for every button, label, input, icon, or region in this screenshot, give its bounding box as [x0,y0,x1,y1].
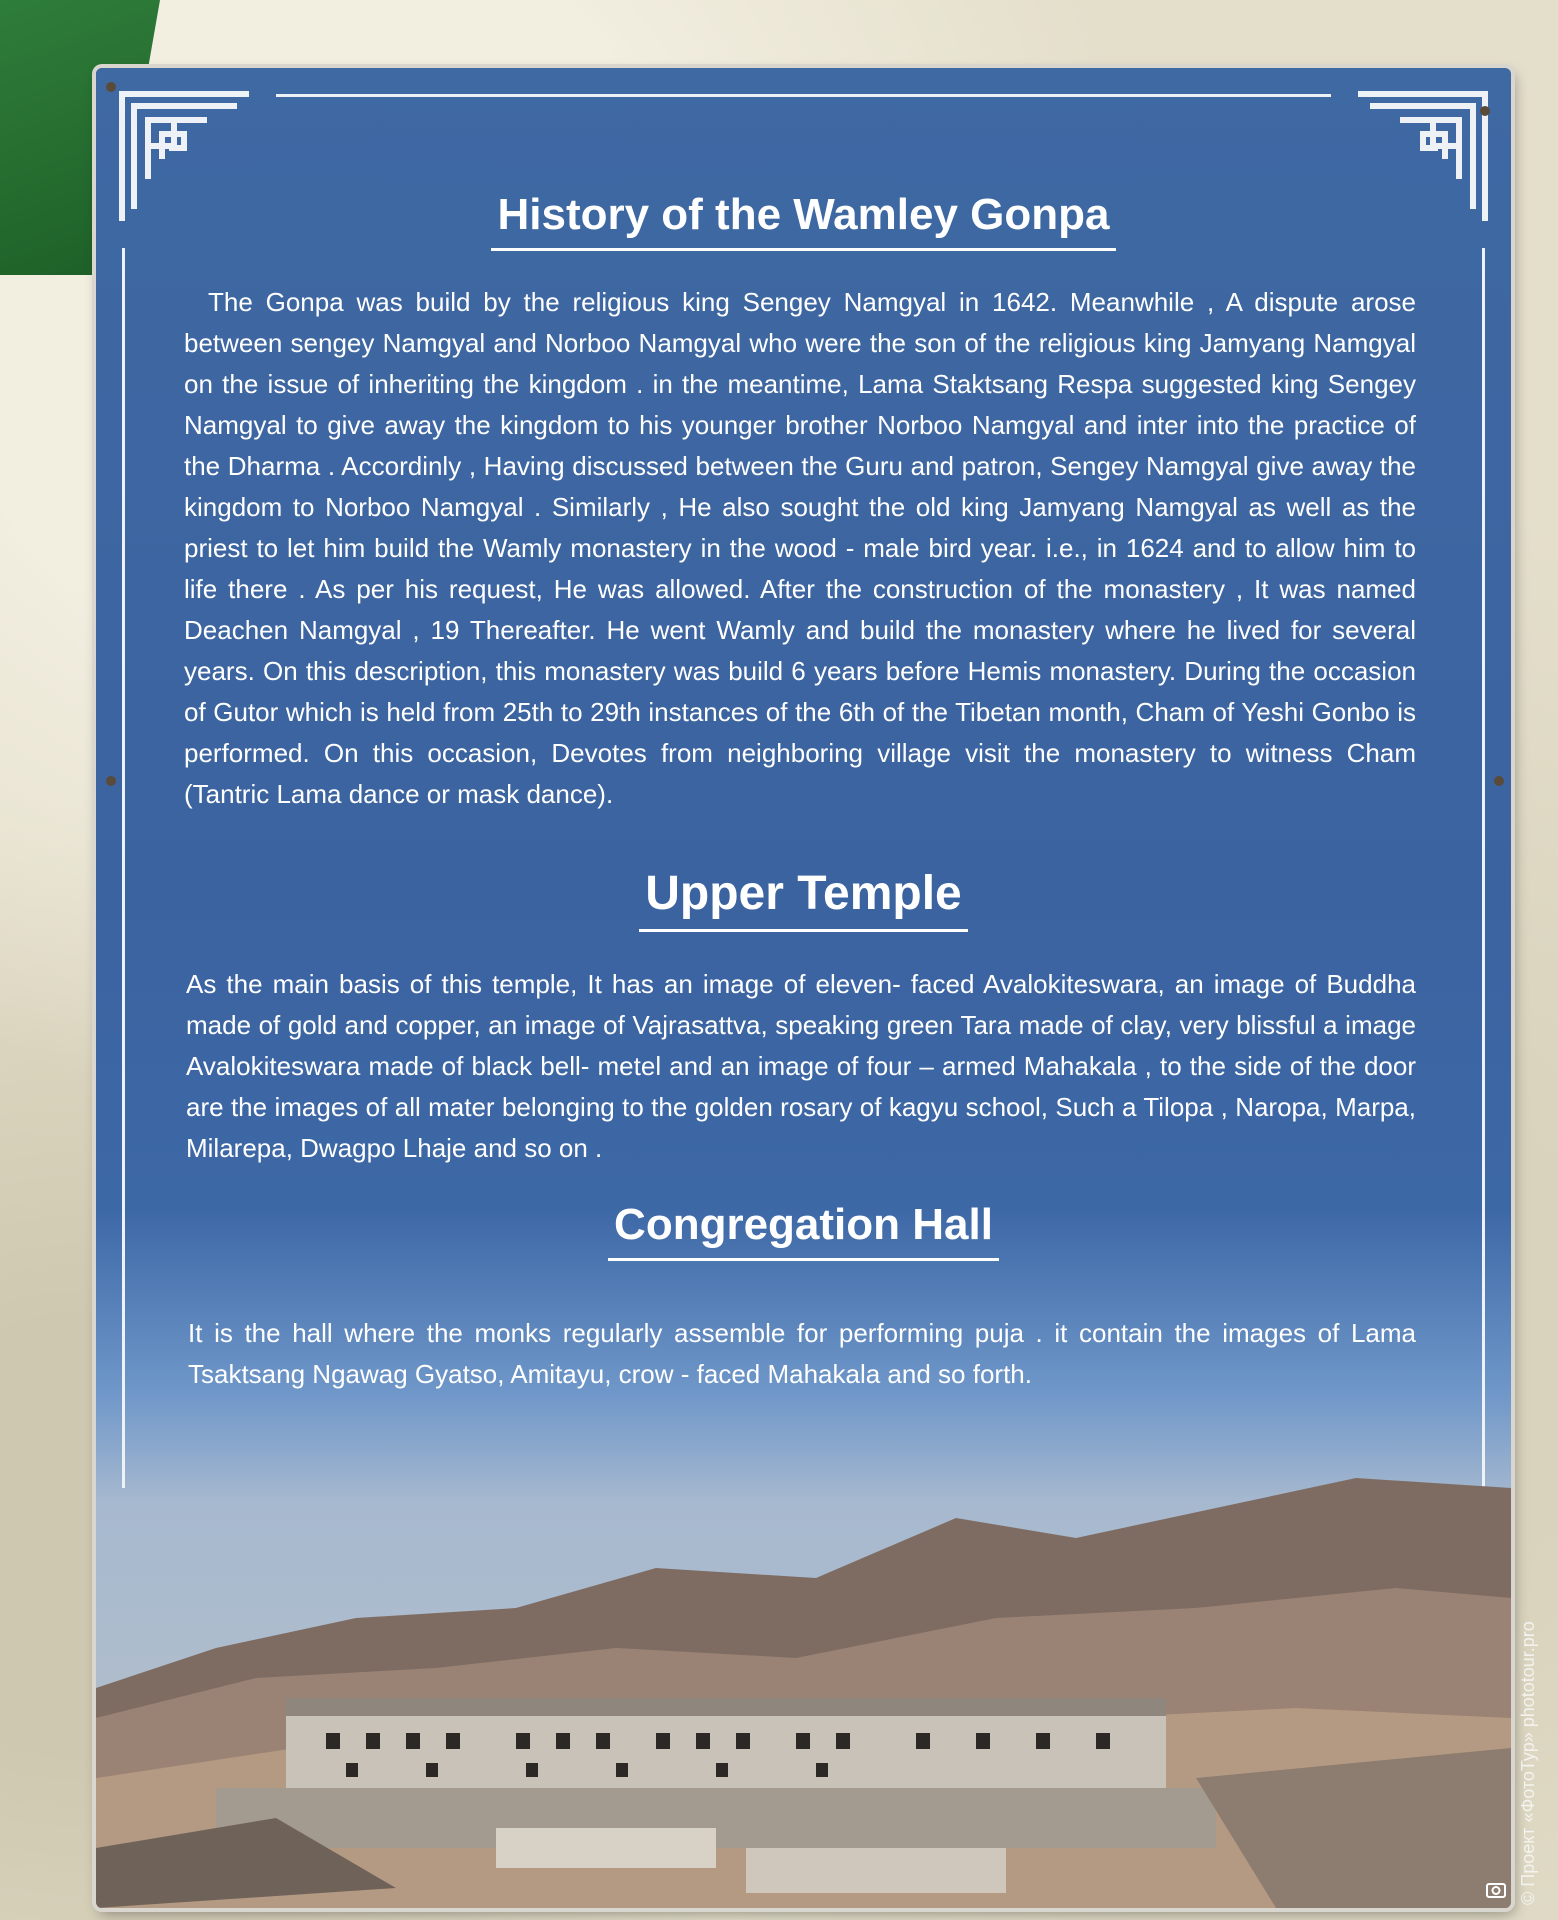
congregation-hall-heading: Congregation Hall [96,1200,1511,1261]
upper-temple-heading: Upper Temple [96,866,1511,932]
photo-watermark: © Проект «ФотоТур» phototour.pro [1518,1621,1538,1905]
screw [1480,106,1490,116]
screw [1494,776,1504,786]
history-paragraph: The Gonpa was build by the religious king Sengey Namgyal in 1642. Meanwhile , A dispute arose between sengey Namgyal and Norboo Namgyal who were the son of the religious king Jamyang Namgyal on the issue of inheriting the kingdom . in the meantime, Lama Staktsang Respa suggested king Sengey Namgyal to give away the kingdom to his younger brother Norboo Namgyal and inter into the practice of the Dharma . Accordinly , Having discussed between the Guru and patron, Sengey Namgyal give away the kingdom to Norboo Namgyal . Similarly , He also sought the old king Jamyang Namgyal as well as the priest to let him build the Wamly monastery in the wood - male bird year. i.e., in 1624 and to allow him to life there . As per his request, He was allowed. After the construction of the monastery , It was named Deachen Namgyal , 19 Thereafter. He went Wamly and build the monastery where he lived for several years. On this description, this monastery was build 6 years before Hemis monastery. During the occasion of Gutor which is held from 25th to 29th instances of the 6th of the Tibetan month, Cham of Yeshi Gonbo is performed. On this occasion, Devotes from neighboring village visit the monastery to witness Cham (Tantric Lama dance or mask dance). [184,287,1416,809]
congregation-hall-paragraph: It is the hall where the monks regularly assemble for performing puja . it contain the images of Lama Tsaktsang Ngawag Gyatso, Amitayu, crow - faced Mahakala and so forth. [188,1318,1416,1389]
upper-temple-paragraph: As the main basis of this temple, It has an image of eleven- faced Avalokiteswara, an image of Buddha made of gold and copper, an image of Vajrasattva, speaking green Tara made of clay, very blissful a image Avalokiteswara made of black bell- metel and an image of four – armed Mahakala , to the side of the door are the images of all mater belonging to the golden rosary of kagyu school, Such a Tilopa , Naropa, Marpa, Milarepa, Dwagpo Lhaje and so on . [186,969,1416,1163]
information-sign [96,68,1511,1908]
screw [106,776,116,786]
camera-icon [1485,1878,1507,1900]
monastery-landscape-photo [96,1418,1511,1908]
top-border-line [276,94,1331,97]
sign-title: History of the Wamley Gonpa [96,190,1511,251]
screw [106,82,116,92]
